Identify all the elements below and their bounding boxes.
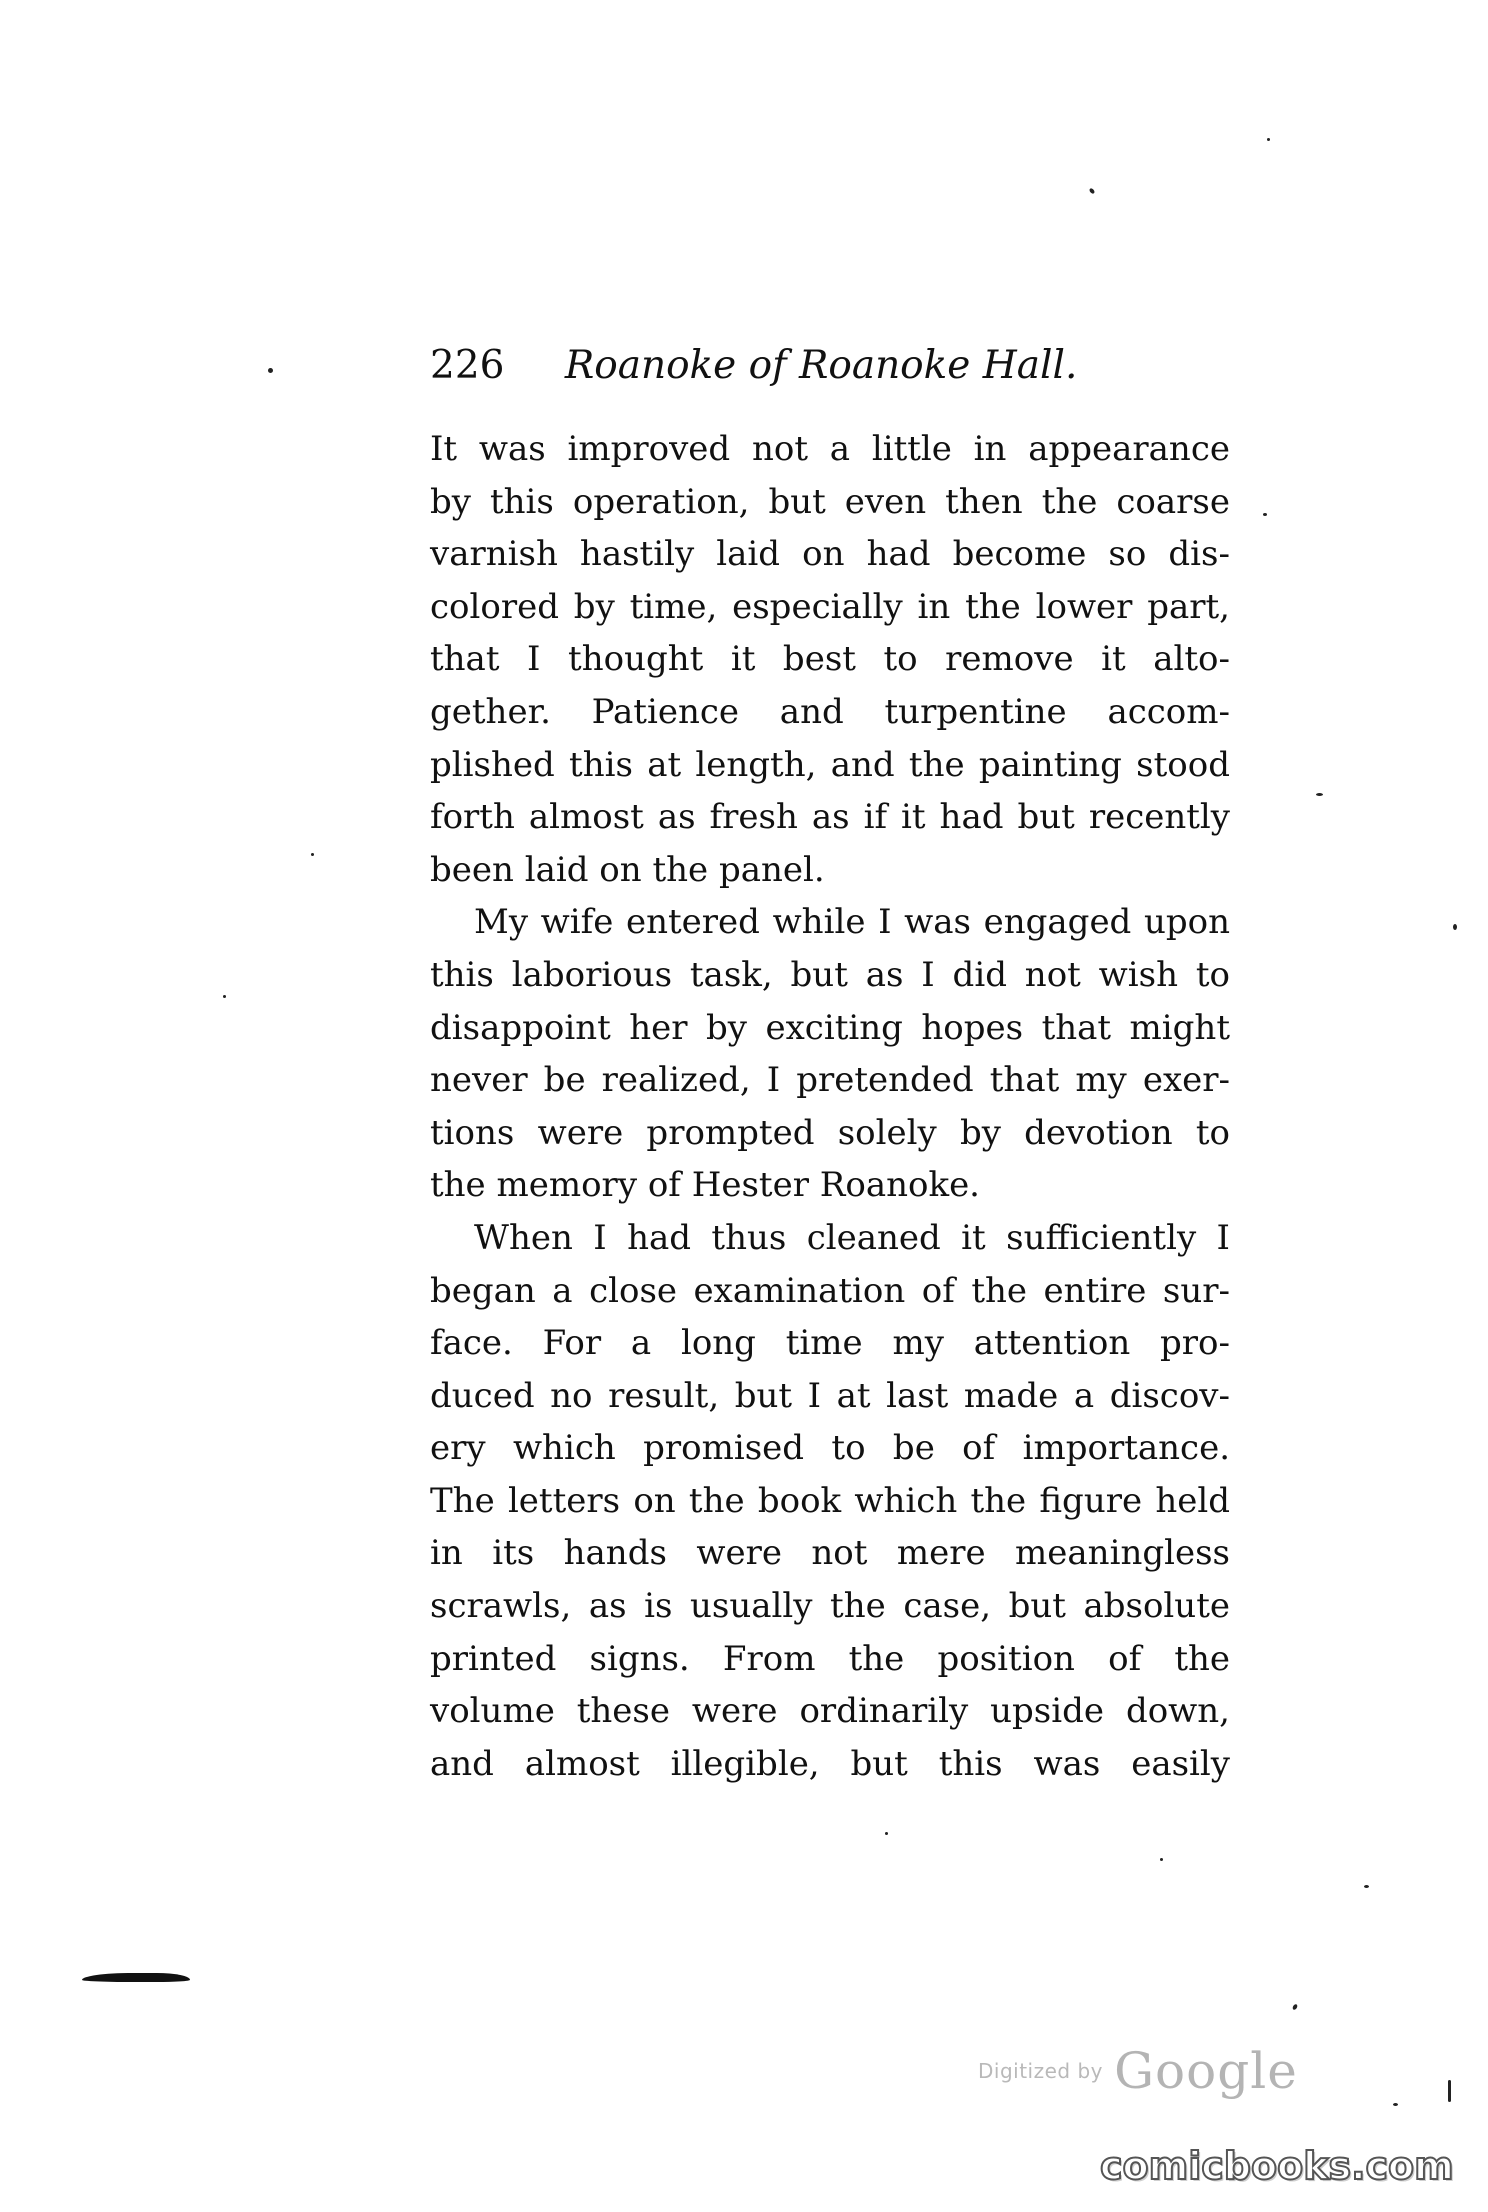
google-logo: Google — [1114, 2042, 1298, 2100]
scan-speck — [1267, 138, 1270, 141]
text-line: When I had thus cleaned it sufficiently I — [474, 1217, 1230, 1258]
digitized-by-stamp — [978, 2042, 1298, 2102]
text-line: printed signs. From the position of the — [430, 1638, 1230, 1679]
text-line: varnish hastily laid on had become so dis- — [430, 534, 1230, 575]
text-line: never be realized, I pretended that my exer- — [430, 1060, 1230, 1101]
paragraph — [430, 896, 1230, 1212]
scan-speck — [1160, 1858, 1163, 1861]
text-line: forth almost as fresh as if it had but recently — [430, 797, 1230, 838]
text-line: duced no result, but I at last made a discov- — [430, 1375, 1230, 1416]
scan-speck — [1393, 2103, 1398, 2106]
scan-speck — [1089, 187, 1096, 194]
text-line: tions were prompted solely by devotion to — [430, 1112, 1230, 1153]
text-line: been laid on the panel. — [430, 849, 825, 890]
running-head — [430, 336, 1250, 396]
scan-speck — [1364, 1885, 1369, 1888]
book-title: Roanoke of Roanoke Hall. — [564, 343, 1078, 388]
scan-speck — [1453, 924, 1457, 930]
text-line: gether. Patience and turpentine accom- — [430, 691, 1230, 732]
scan-speck — [885, 1832, 888, 1835]
text-line: that I thought it best to remove it alto- — [430, 639, 1230, 680]
text-line: the memory of Hester Roanoke. — [430, 1165, 980, 1206]
text-line: scrawls, as is usually the case, but absolute — [430, 1586, 1230, 1627]
page-number: 226 — [430, 343, 505, 388]
text-line: and almost illegible, but this was easily — [430, 1743, 1230, 1784]
scan-speck — [311, 853, 314, 856]
text-line: ery which promised to be of importance. — [430, 1428, 1230, 1469]
body-text — [430, 423, 1230, 1790]
text-line: My wife entered while I was engaged upon — [474, 902, 1230, 943]
text-line: colored by time, especially in the lower part, — [430, 586, 1230, 627]
text-line: face. For a long time my attention pro- — [430, 1323, 1230, 1364]
scan-speck — [223, 995, 226, 998]
ink-smear — [82, 1973, 190, 1982]
paragraph — [430, 1212, 1230, 1791]
text-line: volume these were ordinarily upside down, — [430, 1691, 1230, 1732]
scan-speck — [1316, 793, 1323, 796]
text-line: It was improved not a little in appearance — [430, 429, 1230, 469]
text-line: plished this at length, and the painting stood — [430, 744, 1230, 785]
text-line: began a close examination of the entire sur- — [430, 1270, 1230, 1311]
scan-speck — [1263, 513, 1267, 516]
text-line: this laborious task, but as I did not wish to — [430, 954, 1230, 995]
text-line: in its hands were not mere meaningless — [430, 1533, 1230, 1574]
text-line: disappoint her by exciting hopes that might — [430, 1007, 1230, 1048]
text-line: The letters on the book which the figure held — [430, 1480, 1230, 1521]
scan-speck — [1292, 2003, 1298, 2010]
paragraph — [430, 423, 1230, 896]
text-line: by this operation, but even then the coarse — [430, 481, 1230, 522]
watermark-logo: comicbooks.com — [1100, 2144, 1454, 2188]
scan-speck — [1448, 2080, 1451, 2102]
scan-speck — [268, 368, 273, 373]
digitized-by-label: Digitized by — [978, 2059, 1103, 2083]
